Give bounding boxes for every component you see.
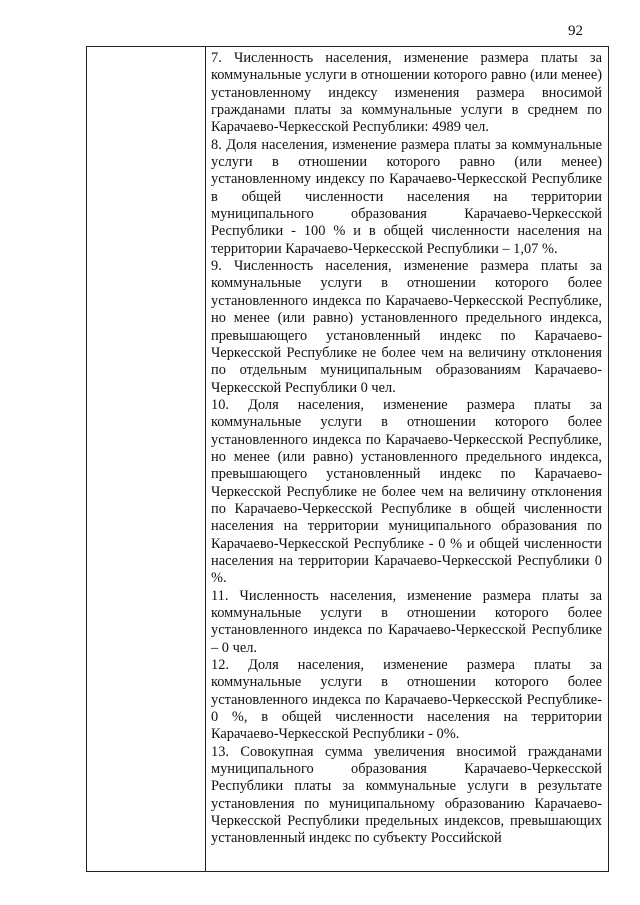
table-right-column bbox=[206, 47, 608, 871]
table-left-column bbox=[87, 47, 206, 871]
paragraph-item-7: 7. Численность населения, изменение размера платы за коммунальные услуги в отношении которого равно (или менее) установленному индексу изменения размера вносимой гражданами платы за коммунальные услуги в среднем по Карачаево-Черкесской Республики: 4989 чел. bbox=[211, 50, 602, 136]
page-number: 92 bbox=[568, 23, 583, 39]
content-table bbox=[86, 46, 609, 872]
paragraph-item-13: 13. Совокупная сумма увеличения вносимой гражданами муниципального образования Карачаево-Черкесской Республики платы за коммунальные услуги в результате установления по муниципальному образованию Карачаево-Черкесской Республики предельных индексов, превышающих установленный индекс по субъекту Российской bbox=[211, 743, 602, 847]
paragraph-item-12: 12. Доля населения, изменение размера платы за коммунальные услуги в отношении которого более установленного индекса по Карачаево-Черкесской Республике- 0 %, в общей численности населения на территории Карачаево-Черкесской Республики - 0%. bbox=[211, 657, 602, 743]
paragraph-item-11: 11. Численность населения, изменение размера платы за коммунальные услуги в отношении которого более установленного индекса по Карачаево-Черкесской Республике – 0 чел. bbox=[211, 587, 602, 656]
paragraph-item-8: 8. Доля населения, изменение размера платы за коммунальные услуги в отношении которого равно (или менее) установленному индексу по Карачаево-Черкесской Республике в общей численности населения на территории муниципального образования Карачаево-Черкесской Республики - 100 % и в общей численности населения на территории Карачаево-Черкесской Республики – 1,07 %. bbox=[211, 136, 602, 257]
paragraph-item-9: 9. Численность населения, изменение размера платы за коммунальные услуги в отношении которого более установленного индекса по Карачаево-Черкесской Республике, но менее (или равно) установленного предельного индекса, превышающего установленный индекс по Карачаево-Черкесской Республике не более чем на величину отклонения по отдельным муниципальным образованиям Карачаево-Черкесской Республики 0 чел. bbox=[211, 258, 602, 396]
paragraph-item-10: 10. Доля населения, изменение размера платы за коммунальные услуги в отношении которого более установленного индекса по Карачаево-Черкесской Республике, но менее (или равно) установленного предельного индекса, превышающего установленный индекс по Карачаево-Черкесской Республике не более чем на величину отклонения по Карачаево-Черкесской Республике в общей численности населения на территории муниципального образования по Карачаево-Черкесской Республике - 0 % и общей численности населения на территории Карачаево-Черкесской Республики 0 %. bbox=[211, 396, 602, 587]
